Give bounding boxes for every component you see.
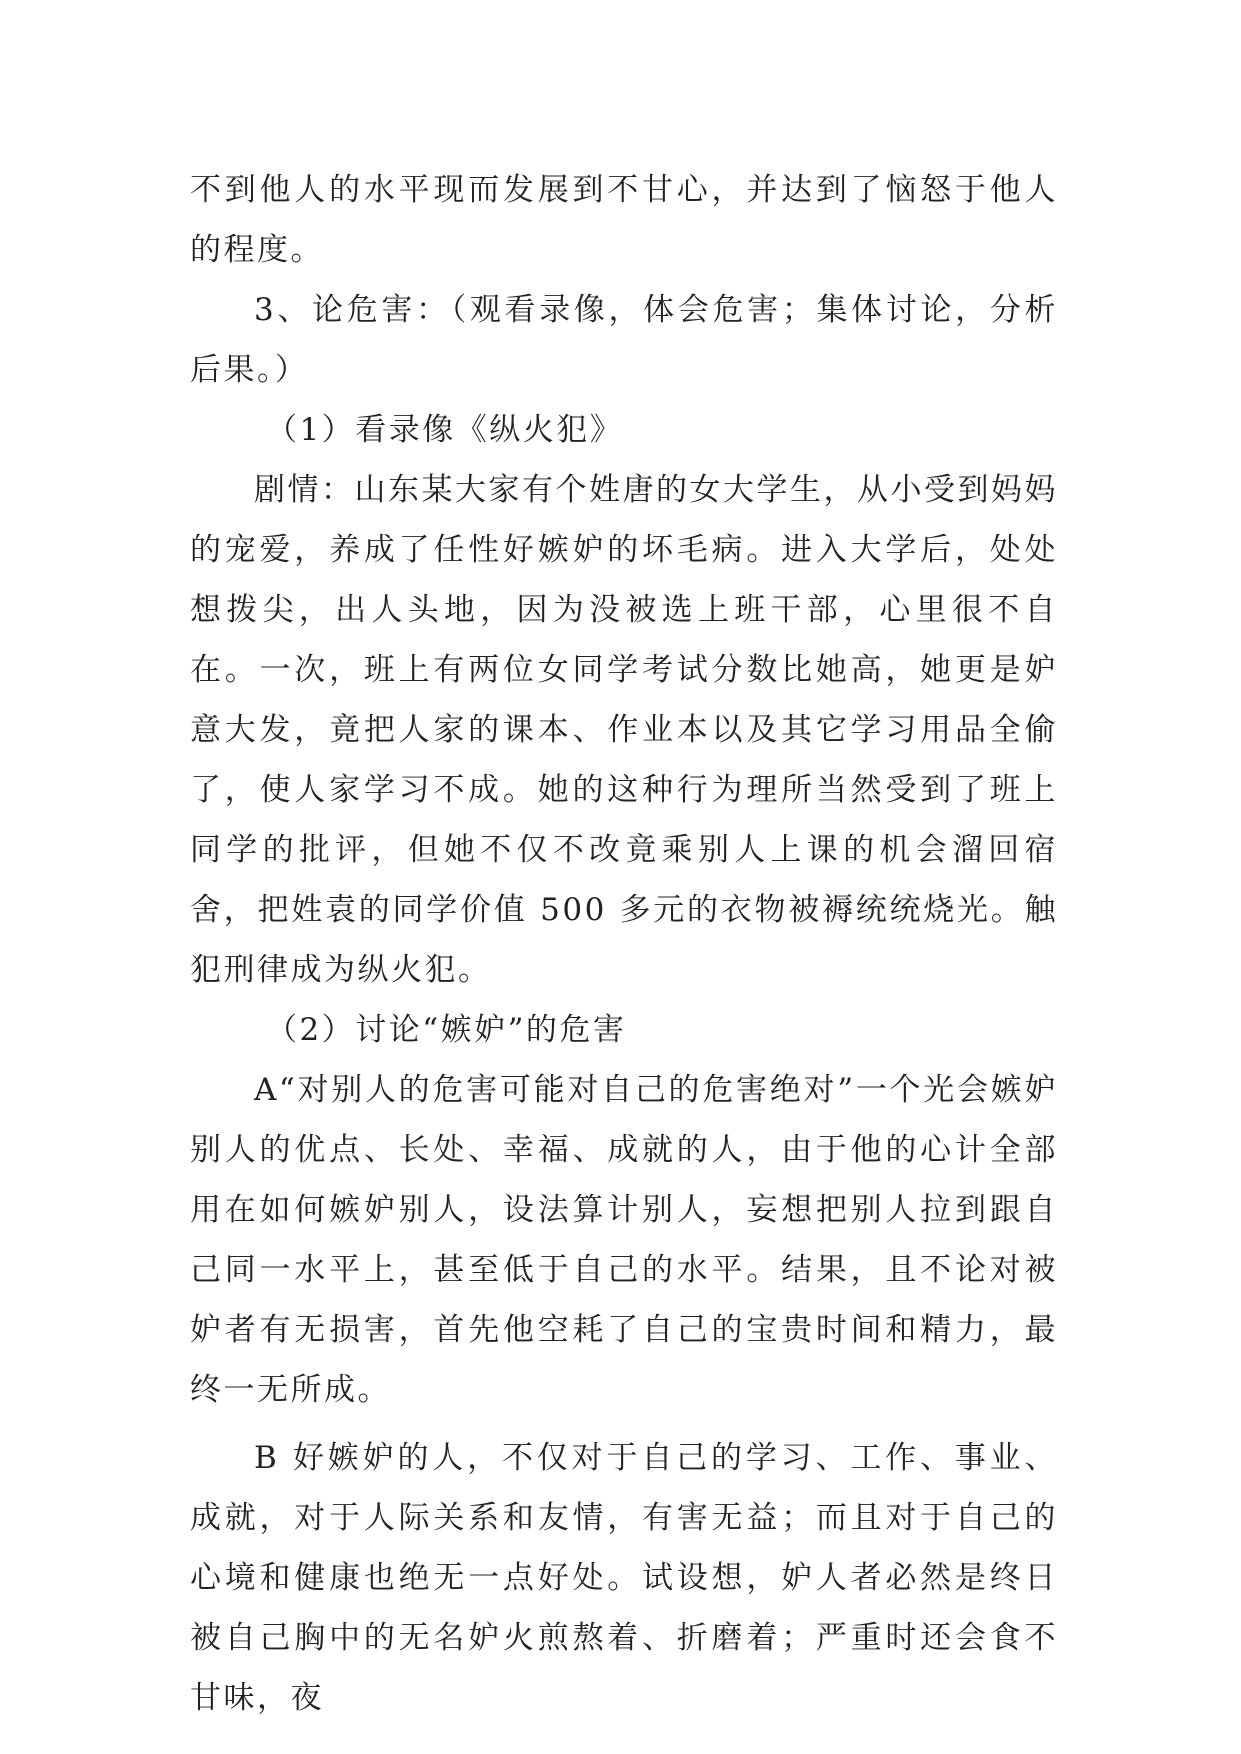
paragraph-continuation: 不到他人的水平现而发展到不甘心，并达到了恼怒于他人的程度。	[190, 172, 1058, 268]
paragraph-subheading-2: （2）讨论“嫉妒”的危害	[266, 1012, 627, 1048]
document-body	[190, 160, 1058, 1728]
paragraph-subheading-1: （1）看录像《纵火犯》	[266, 412, 624, 448]
paragraph-plot: 剧情：山东某大家有个姓唐的女大学生，从小受到妈妈的宠爱，养成了任性好嫉妒的坏毛病。进入大学后，处处想拨尖，出人头地，因为没被选上班干部，心里很不自在。一次，班上有两位女同学考试分数比她高，她更是妒意大发，竟把人家的课本、作业本以及其它学习用品全偷了，使人家学习不成。她的这种行为理所当然受到了班上同学的批评，但她不仅不改竟乘别人上课的机会溜回宿舍，把姓袁的同学价值 500 多元的衣物被褥统统烧光。触犯刑律成为纵火犯。	[190, 472, 1058, 988]
paragraph-section-3-heading: 3、论危害：（观看录像，体会危害；集体讨论，分析后果。）	[190, 292, 1058, 388]
paragraph-point-a: A“对别人的危害可能对自己的危害绝对”一个光会嫉妒别人的优点、长处、幸福、成就的人，由于他的心计全部用在如何嫉妒别人，设法算计别人，妄想把别人拉到跟自己同一水平上，甚至低于自己的水平。结果，且不论对被妒者有无损害，首先他空耗了自己的宝贵时间和精力，最终一无所成。	[190, 1072, 1058, 1408]
paragraph-point-b: B 好嫉妒的人，不仅对于自己的学习、工作、事业、成就，对于人际关系和友情，有害无益；而且对于自己的心境和健康也绝无一点好处。试设想，妒人者必然是终日被自己胸中的无名妒火煎熬着、折磨着；严重时还会食不甘味，夜	[190, 1440, 1058, 1716]
